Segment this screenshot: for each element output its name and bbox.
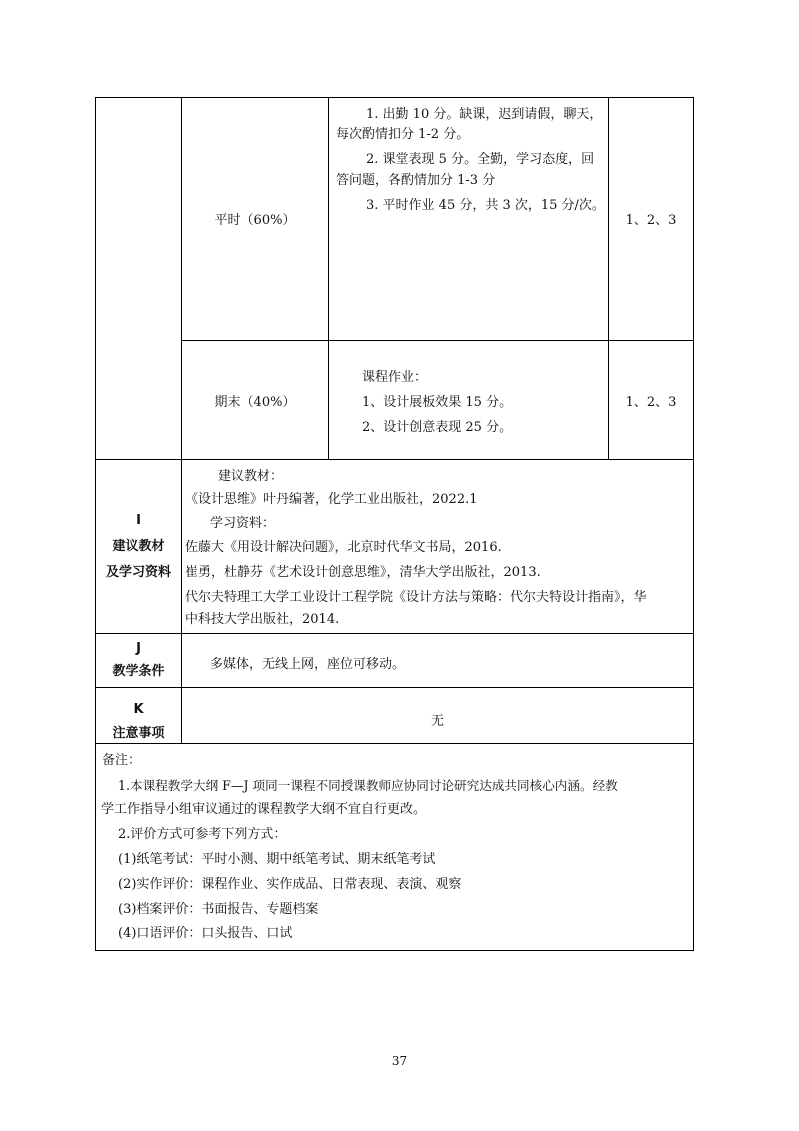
final-objectives: 1、2、3: [625, 395, 677, 410]
final-label: 期末（40%）: [214, 395, 296, 410]
regular-line: 答问题，各酌情加分 1-3 分: [336, 173, 496, 188]
section-i-line: 学习资料：: [210, 516, 276, 531]
border-right: [693, 97, 694, 951]
section-i-line: 《设计思维》叶丹编著，化学工业出版社，2022.1: [185, 492, 478, 507]
notes-line: (2)实作评价：课程作业、实作成品、日常表现、表演、观察: [118, 877, 462, 892]
final-line: 1、设计展板效果 15 分。: [362, 395, 513, 410]
notes-heading: 备注：: [102, 753, 142, 768]
final-line: 课程作业：: [362, 370, 428, 385]
border-col1: [181, 97, 182, 743]
notes-line: 学工作指导小组审议通过的课程教学大纲不宜自行更改。: [101, 802, 427, 817]
border-j-top: [95, 633, 694, 634]
section-i-line: 佐藤大《用设计解决问题》，北京时代华文书局，2016.: [185, 540, 502, 555]
border-k-top: [95, 687, 694, 688]
section-k-letter: K: [133, 702, 144, 717]
border-notes-top: [95, 743, 694, 744]
notes-line: (1)纸笔考试：平时小测、期中纸笔考试、期末纸笔考试: [118, 852, 436, 867]
section-i-line: 建议教材：: [218, 469, 284, 484]
notes-line: 1.本课程教学大纲 F—J 项同一课程不同授课教师应协同讨论研究达成共同核心内涵。经教: [118, 778, 618, 793]
section-i-line: 代尔夫特理工大学工业设计工程学院《设计方法与策略：代尔夫特设计指南》，华: [185, 590, 647, 605]
section-i-title: 建议教材: [112, 539, 165, 554]
section-j-content: 多媒体，无线上网，座位可移动。: [210, 657, 406, 672]
section-j-title: 教学条件: [112, 664, 165, 679]
border-row-split: [181, 340, 694, 341]
regular-objectives: 1、2、3: [625, 213, 677, 228]
regular-line: 3. 平时作业 45 分，共 3 次，15 分/次。: [366, 198, 605, 213]
border-top: [95, 97, 694, 98]
section-i-line: 崔勇，杜静芬《艺术设计创意思维》，清华大学出版社，2013.: [185, 565, 541, 580]
notes-line: (4)口语评价：口头报告、口试: [118, 926, 293, 941]
section-i-line: 中科技大学出版社，2014.: [185, 612, 340, 627]
regular-label: 平时（60%）: [214, 213, 296, 228]
section-j-letter: J: [136, 641, 141, 656]
page-number: 37: [391, 1054, 408, 1068]
regular-line: 1. 出勤 10 分。缺课，迟到请假，聊天，: [366, 107, 603, 122]
regular-line: 2. 课堂表现 5 分。全勤，学习态度，回: [366, 152, 595, 167]
regular-line: 每次酌情扣分 1-2 分。: [336, 127, 470, 142]
final-line: 2、设计创意表现 25 分。: [362, 420, 513, 435]
section-i-title-2: 及学习资料: [105, 565, 171, 580]
section-k-content: 无: [430, 714, 444, 729]
border-col2: [328, 97, 329, 459]
notes-line: (3)档案评价：书面报告、专题档案: [118, 902, 319, 917]
border-i-top: [95, 459, 694, 460]
section-i-letter: I: [136, 513, 141, 528]
notes-line: 2.评价方式可参考下列方式：: [118, 827, 287, 842]
section-k-title: 注意事项: [112, 726, 165, 741]
border-bottom: [95, 950, 694, 951]
